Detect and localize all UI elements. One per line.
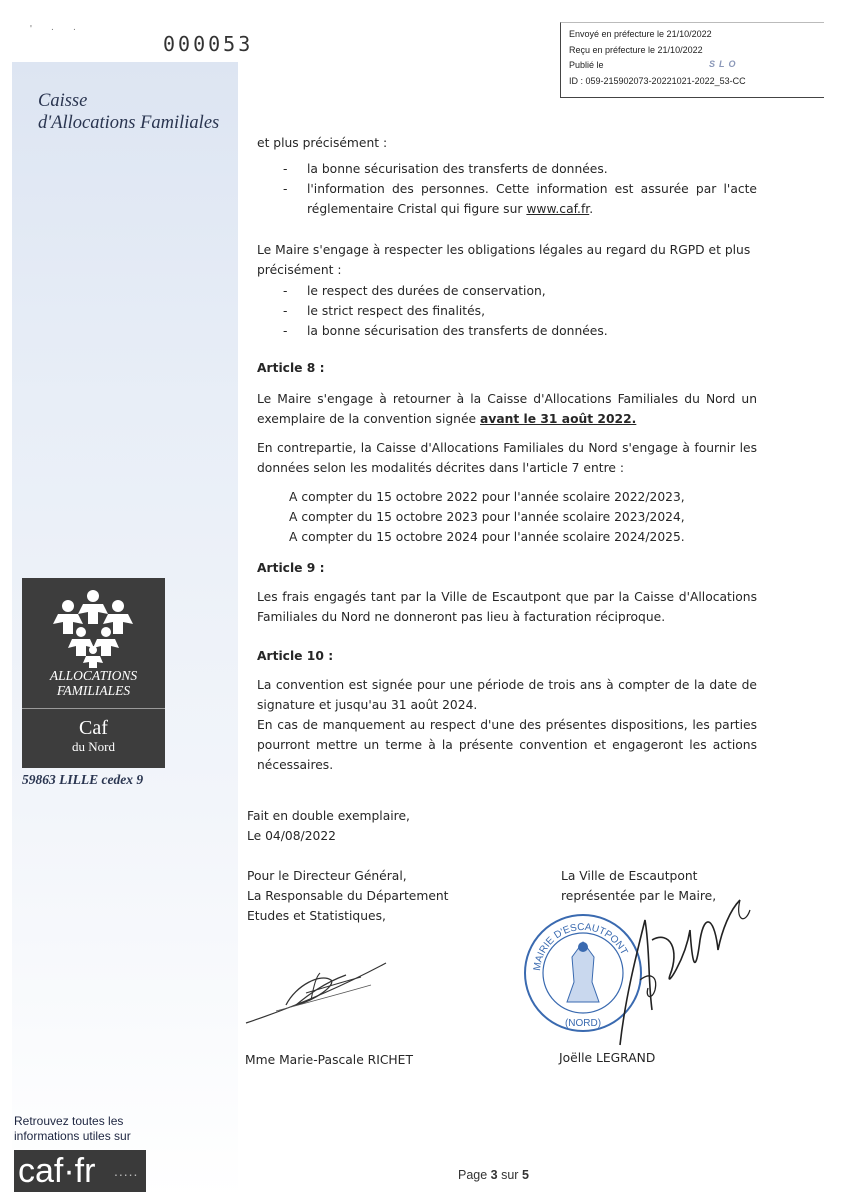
- page-prefix: Page: [458, 1168, 491, 1182]
- maire-handwritten-signature: [600, 880, 760, 1050]
- closing-place-date: [247, 806, 410, 846]
- logo-line1: ALLOCATIONS: [49, 668, 138, 683]
- seal-text-bottom: (NORD): [564, 1018, 602, 1029]
- list-item-text: l'information des personnes. Cette information est assurée par l'acte réglementaire Cristal qui figure sur: [307, 182, 757, 216]
- date-line: A compter du 15 octobre 2024 pour l'année scolaire 2024/2025.: [289, 530, 685, 544]
- stamp-sent: Envoyé en préfecture le 21/10/2022: [569, 29, 712, 39]
- list-item: - la bonne sécurisation des transferts de données.: [257, 321, 757, 341]
- link-suffix: .: [589, 202, 594, 216]
- stamp-id: ID : 059-215902073-20221021-2022_53-CC: [569, 75, 746, 86]
- page-current: 3: [490, 1168, 498, 1182]
- maire-obligations-section: [257, 240, 757, 341]
- closing-date: Le 04/08/2022: [247, 829, 336, 843]
- article-8-paragraph-1-text: Le Maire s'engage à retourner à la Caisse d'Allocations Familiales du Nord un exemplaire de la convention signée: [257, 392, 757, 426]
- mairie-signatory-line1: La Ville de Escautpont: [561, 869, 698, 883]
- mairie-signatory-name: Joëlle LEGRAND: [559, 1051, 656, 1065]
- article-8-title: Article 8 :: [257, 361, 325, 375]
- page-total: 5: [521, 1168, 529, 1182]
- caf-fr-dots: .....: [114, 1163, 139, 1179]
- retrouvez-line1: Retrouvez toutes les: [14, 1114, 124, 1128]
- document-number: 000053: [163, 32, 254, 56]
- closing-fait: Fait en double exemplaire,: [247, 809, 410, 823]
- logo-caf-text: Caf: [79, 717, 108, 739]
- caf-signatory-title: [247, 866, 449, 926]
- stamp-published-label: Publié le: [569, 60, 604, 70]
- article-8-deadline: avant le 31 août 2022.: [480, 412, 637, 426]
- caf-signatory-line3: Etudes et Statistiques,: [247, 909, 386, 923]
- date-line: A compter du 15 octobre 2022 pour l'année scolaire 2022/2023,: [289, 490, 685, 504]
- page-mid: sur: [497, 1168, 522, 1182]
- list-item: [257, 179, 757, 219]
- caf-obligations-section: [257, 133, 757, 219]
- article-8-paragraph-2: En contrepartie, la Caisse d'Allocations Familiales du Nord s'engage à fournir les données selon les modalités décrites dans l'article 7 entre :: [257, 441, 757, 475]
- article-8-section: [257, 358, 757, 547]
- mairie-signatory-line2: représentée par le Maire,: [561, 889, 717, 903]
- logo-line2: FAMILIALES: [56, 683, 131, 698]
- caf-logo: [22, 578, 165, 768]
- logo-nord-text: du Nord: [72, 739, 115, 754]
- caf-signatory-line1: Pour le Directeur Général,: [247, 869, 407, 883]
- article-9-paragraph: Les frais engagés tant par la Ville de Escautpont que par la Caisse d'Allocations Familiales du Nord ne donneront pas lieu à facturation réciproque.: [257, 590, 757, 624]
- scan-marks: ' · ·: [30, 24, 85, 35]
- list-item: - le strict respect des finalités,: [257, 301, 757, 321]
- article-8-paragraph-1: [257, 389, 757, 429]
- organization-title: [38, 90, 248, 134]
- stamp-received: Reçu en préfecture le 21/10/2022: [569, 44, 703, 55]
- prefecture-stamp: [560, 22, 824, 98]
- article-9-section: [257, 558, 757, 627]
- article-10-title: Article 10 :: [257, 649, 334, 663]
- organization-title-line2: d'Allocations Familiales: [38, 113, 220, 133]
- list-item: - le respect des durées de conservation,: [257, 281, 757, 301]
- page-number: [458, 1168, 529, 1182]
- article-10-paragraph-2: En cas de manquement au respect d'une des présentes dispositions, les parties pourront mettre un terme à la présente convention et engageront les actions nécessaires.: [257, 718, 757, 772]
- logo-upper-panel: [22, 578, 165, 709]
- caf-signatory-name: Mme Marie-Pascale RICHET: [245, 1053, 413, 1067]
- caf-obligations-list: [257, 159, 757, 219]
- caf-fr-text: caf·fr: [18, 1152, 96, 1190]
- organization-title-line1: Caisse: [38, 91, 88, 111]
- article-10-section: [257, 646, 757, 775]
- date-line: A compter du 15 octobre 2023 pour l'année scolaire 2023/2024,: [289, 510, 685, 524]
- intro-line: et plus précisément :: [257, 136, 388, 150]
- caf-website-link[interactable]: www.caf.fr: [526, 202, 590, 216]
- caf-signatory-line2: La Responsable du Département: [247, 889, 449, 903]
- article-10-paragraph-1: La convention est signée pour une période de trois ans à compter de la date de signature et jusqu'au 31 août 2024.: [257, 678, 757, 712]
- maire-obligations-list: [257, 281, 757, 341]
- maire-paragraph: Le Maire s'engage à respecter les obligations légales au regard du RGPD et plus précisément :: [257, 243, 751, 277]
- retrouvez-text: [14, 1114, 164, 1144]
- retrouvez-line2: informations utiles sur: [14, 1129, 131, 1143]
- seal-text-top: MAIRIE D'ESCAUTPONT: [531, 921, 630, 972]
- logo-allocations-familiales: [22, 668, 165, 698]
- family-figures-icon: [46, 588, 141, 668]
- caf-address: 59863 LILLE cedex 9: [22, 772, 144, 787]
- caf-fr-logo: [14, 1150, 146, 1192]
- caf-handwritten-signature: [236, 955, 396, 1030]
- stamp-published: [569, 58, 824, 74]
- list-item: - la bonne sécurisation des transferts de données.: [257, 159, 757, 179]
- article-9-title: Article 9 :: [257, 561, 325, 575]
- article-8-dates: [257, 487, 757, 547]
- stamp-published-mark: SLO: [709, 59, 740, 69]
